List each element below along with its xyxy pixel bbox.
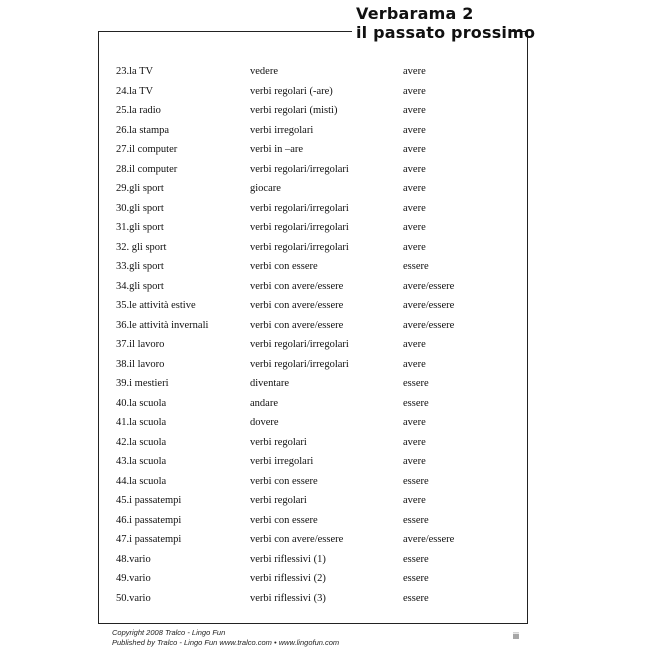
topic-cell: 45.i passatempi [116,495,182,506]
auxiliary-cell: essere [403,397,429,409]
verbs-cell: dovere [250,417,279,428]
auxiliary-cell: avere/essere [403,300,455,311]
table-row [116,298,516,318]
table-row [116,201,516,221]
auxiliary-cell: avere [403,222,426,233]
topic-cell: 23.la TV [116,66,154,77]
auxiliary-cell: avere [403,124,426,136]
verbs-cell: verbi con essere [250,261,318,272]
table-row [116,532,516,552]
table-row [116,220,516,240]
verbs-cell: verbi con avere/essere [250,319,344,331]
table-row [116,279,516,299]
table-row [116,64,516,84]
verbs-cell: verbi irregolari [250,456,314,467]
title-line-1: Verbarama 2 [356,4,474,23]
table-row [116,513,516,533]
verbs-cell: verbi irregolari [250,124,314,136]
verbs-cell: verbi riflessivi (3) [250,592,326,604]
topic-cell: 43.la scuola [116,456,167,467]
auxiliary-cell: avere [403,495,426,506]
table-row [116,591,516,611]
verbs-cell: andare [250,397,278,409]
verbs-cell: verbi regolari/irregolari [250,241,349,253]
table-row [116,493,516,513]
verbs-cell: verbi riflessivi (2) [250,573,326,584]
verbs-cell: verbi regolari/irregolari [250,222,349,233]
table-row [116,415,516,435]
footer [112,628,532,648]
table-row [116,474,516,494]
topic-cell: 46.i passatempi [116,514,182,526]
verbs-cell: vedere [250,66,278,77]
topic-cell: 38.il lavoro [116,358,165,370]
table-row [116,396,516,416]
topic-cell: 36.le attività invernali [116,319,209,331]
auxiliary-cell: avere [403,202,426,214]
table-row [116,552,516,572]
table-row [116,357,516,377]
verbs-cell: verbi con avere/essere [250,534,344,545]
verbs-cell: verbi regolari [250,436,307,448]
table-row [116,376,516,396]
verbs-cell: verbi in –are [250,144,304,155]
topic-cell: 30.gli sport [116,202,164,214]
verbs-cell: verbi riflessivi (1) [250,553,326,565]
verbs-cell: verbi con avere/essere [250,280,344,292]
auxiliary-cell: essere [403,514,429,526]
topic-cell: 41.la scuola [116,417,167,428]
topic-cell: 25.la radio [116,105,161,116]
auxiliary-cell: avere [403,105,426,116]
auxiliary-cell: avere [403,66,426,77]
title-line-2: il passato prossimo [356,23,536,42]
topic-cell: 35.le attività estive [116,300,196,311]
topic-cell: 27.il computer [116,144,178,155]
page-title [356,4,536,42]
topic-cell: 40.la scuola [116,397,167,409]
topic-cell: 32. gli sport [116,241,167,253]
table-row [116,240,516,260]
topic-cell: 50.vario [116,592,151,604]
table-row [116,103,516,123]
auxiliary-cell: avere/essere [403,319,455,331]
verbs-cell: verbi regolari/irregolari [250,202,349,214]
topic-cell: 42.la scuola [116,436,167,448]
auxiliary-cell: avere [403,163,426,175]
table-row [116,259,516,279]
verbs-cell: verbi con avere/essere [250,300,344,311]
topic-cell: 33.gli sport [116,261,164,272]
table-row [116,123,516,143]
publisher-text: Published by Tralco - Lingo Fun www.tralco.com • www.lingofun.com [112,638,340,647]
auxiliary-cell: essere [403,592,429,604]
table-row [116,181,516,201]
auxiliary-cell: avere [403,417,426,428]
topic-cell: 37.il lavoro [116,339,165,350]
auxiliary-cell: avere [403,339,426,350]
topic-cell: 44.la scuola [116,475,167,487]
auxiliary-cell: avere [403,241,426,253]
auxiliary-cell: essere [403,475,429,487]
auxiliary-cell: avere [403,183,426,194]
verbs-cell: verbi con essere [250,475,318,487]
table-row [116,435,516,455]
table-row [116,318,516,338]
verbs-cell: verbi con essere [250,514,318,526]
verbs-cell: giocare [250,183,281,194]
verbs-cell: verbi regolari/irregolari [250,358,349,370]
verb-table [116,64,516,610]
topic-cell: 24.la TV [116,85,154,97]
topic-cell: 49.vario [116,573,151,584]
auxiliary-cell: essere [403,261,429,272]
auxiliary-cell: essere [403,378,429,389]
page-number: iii [513,631,519,641]
verbs-cell: verbi regolari (misti) [250,105,338,116]
table-row [116,142,516,162]
verbs-cell: verbi regolari/irregolari [250,163,349,175]
topic-cell: 34.gli sport [116,280,164,292]
table-row [116,84,516,104]
auxiliary-cell: essere [403,553,429,565]
topic-cell: 48.vario [116,553,151,565]
table-row [116,337,516,357]
auxiliary-cell: avere/essere [403,534,455,545]
verbs-cell: verbi regolari/irregolari [250,339,349,350]
auxiliary-cell: avere [403,436,426,448]
table-row [116,162,516,182]
topic-cell: 47.i passatempi [116,534,182,545]
topic-cell: 26.la stampa [116,124,170,136]
topic-cell: 28.il computer [116,163,178,175]
auxiliary-cell: avere [403,358,426,370]
topic-cell: 31.gli sport [116,222,164,233]
auxiliary-cell: avere [403,85,426,97]
auxiliary-cell: avere [403,456,426,467]
copyright-text: Copyright 2008 Tralco - Lingo Fun [112,628,226,637]
topic-cell: 39.i mestieri [116,378,169,389]
verbs-cell: diventare [250,378,290,389]
table-row [116,571,516,591]
auxiliary-cell: avere [403,144,426,155]
topic-cell: 29.gli sport [116,183,164,194]
verbs-cell: verbi regolari (-are) [250,85,333,97]
verbs-cell: verbi regolari [250,495,307,506]
auxiliary-cell: essere [403,573,429,584]
frame-top-border-left [98,31,352,32]
table-row [116,454,516,474]
auxiliary-cell: avere/essere [403,280,455,292]
